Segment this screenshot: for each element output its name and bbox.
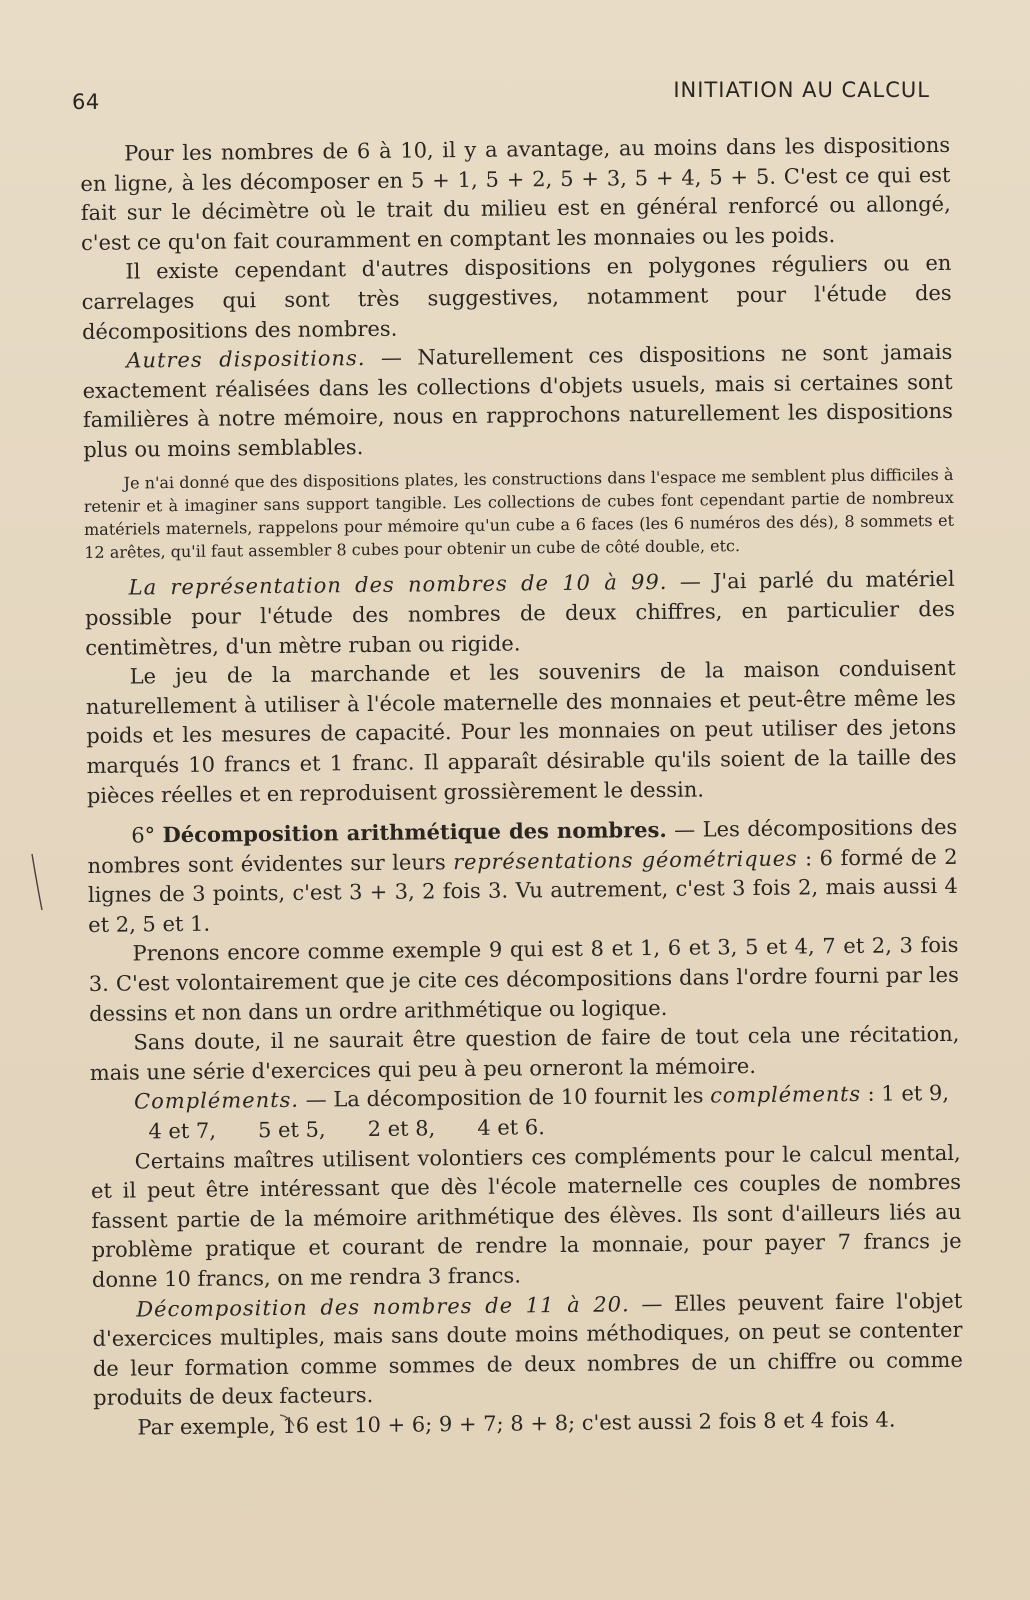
decomposition-11-20-text: — Elles peuvent faire l'objet d'exercices multiples, mais sans doute moins méthodiques, on peut se contenter de leur formation comme sommes de deux nombres de un chiffre ou comme produits de deux facteurs. <box>92 1288 963 1411</box>
note-cubes: Je n'ai donné que des dispositions plates, les constructions dans l'espace me semblent plus difficiles à retenir et à imaginer sans support tangible. Les collections de cubes font cependant partie de nombreux matériels maternels, rappelons pour mémoire qu'un cube a 6 faces (les 6 numéros des dés), 8 sommets et 12 arêtes, qu'il faut assembler 8 cubes pour obtenir un cube de côté double, etc. <box>83 464 955 563</box>
tick-mark <box>278 1412 298 1428</box>
paragraph-decomposition-6-10: Pour les nombres de 6 à 10, il y a avantage, au moins dans les dispositions en ligne, à les décomposer en 5 + 1, 5 + 2, 5 + 3, 5 + 4, 5 + 5. C'est ce qui est fait sur le décimètre où le trait du milieu est en général renforcé ou allongé, c'est ce qu'on fait couramment en comptant les monnaies ou les poids. <box>80 132 951 255</box>
paragraph-recitation: Sans doute, il ne saurait être question de faire de tout cela une récitation, mais une série d'exercices qui peu à peu orneront la mémoire. <box>89 1022 960 1085</box>
autres-dispositions-heading: Autres dispositions. <box>126 346 366 373</box>
decomposition-text-b: : 6 formé de 2 lignes de 3 points, c'est 3 + 3, 2 fois 3. Vu autrement, c'est 3 fois 2, mais aussi 4 et 2, 5 et 1. <box>87 844 958 937</box>
paragraph-decomposition-arithmetique <box>87 812 958 940</box>
complement-pair: 5 et 5, <box>257 1117 326 1143</box>
paragraph-exemple-16: Par exemple, 16 est 10 + 6; 9 + 7; 8 + 8; c'est aussi 2 fois 8 et 4 fois 4. <box>137 1407 896 1440</box>
complement-pair: 4 et 7, <box>148 1118 217 1144</box>
complement-pair: 4 et 6. <box>477 1115 545 1140</box>
autres-dispositions-text: — Naturellement ces dispositions ne sont jamais exactement réalisées dans les collections d'objets usuels, mais si certaines sont familières à notre mémoire, nous en rapprochons naturellement les dispositions plus ou moins semblables. <box>82 340 954 462</box>
section-number: 6° <box>131 823 163 848</box>
paragraph-polygones: Il existe cependant d'autres dispositions en polygones réguliers ou en carrelages qui sont très suggestives, notamment pour l'étude des décompositions des nombres. <box>81 251 952 344</box>
page-number: 64 <box>72 90 100 114</box>
decomposition-heading: Décomposition arithmétique des nombres. <box>162 816 667 848</box>
paragraph-decomposition-11-20 <box>92 1286 963 1413</box>
complements-text-b: : 1 et 9, <box>860 1081 950 1107</box>
complements-word: compléments <box>710 1082 862 1108</box>
representations-geometriques: représentations géométriques <box>453 846 798 874</box>
paragraph-calcul-mental: Certains maîtres utilisent volontiers ces compléments pour le calcul mental, et il peut être intéressant que dès l'école maternelle ces couples de nombres fassent partie de la mémoire arithmétique des élèves. Ils sont d'ailleurs liés au problème pratique et courant de rendre la monnaie, pour payer 7 francs je donne 10 francs, on me rendra 3 francs. <box>90 1140 962 1292</box>
paragraph-exemple-9: Prenons encore comme exemple 9 qui est 8 et 1, 6 et 3, 5 et 4, 7 et 2, 3 fois 3. C'est volontairement que je cite ces décompositions dans l'ordre fourni par les dessins et non dans un ordre arithmétique ou logique. <box>88 933 959 1026</box>
page-header <box>72 78 930 118</box>
decomposition-11-20-heading: Décomposition des nombres de 11 à 20. <box>136 1291 630 1322</box>
representation-text: — J'ai parlé du matériel possible pour l'étude des nombres de deux chiffres, en particulier des centimètres, d'un mètre ruban ou rigide. <box>84 567 956 660</box>
representation-heading: La représentation des nombres de 10 à 99. <box>128 570 668 600</box>
complements-text-a: — La décomposition de 10 fournit les <box>298 1083 711 1113</box>
paragraph-autres-dispositions <box>82 338 953 465</box>
paragraph-representation-10-99 <box>85 565 956 663</box>
decomposition-text-a: — Les décompositions des nombres sont évidentes sur leurs <box>87 814 958 878</box>
pencil-mark <box>30 852 44 912</box>
body-text <box>80 131 964 1444</box>
complements-heading: Compléments. <box>133 1088 300 1114</box>
paragraph-marchande: Le jeu de la marchande et les souvenirs de la maison conduisent naturellement à utiliser à l'école maternelle des monnaies et peut-être même les poids et les mesures de capacité. Pour les monnaies on peut utiliser des jetons marqués 10 francs et 1 franc. Il apparaît désirable qu'ils soient de la taille des pièces réelles et en reproduisent grossièrement le dessin. <box>85 655 957 808</box>
complement-pair: 2 et 8, <box>367 1116 436 1142</box>
running-title: INITIATION AU CALCUL <box>673 78 930 102</box>
